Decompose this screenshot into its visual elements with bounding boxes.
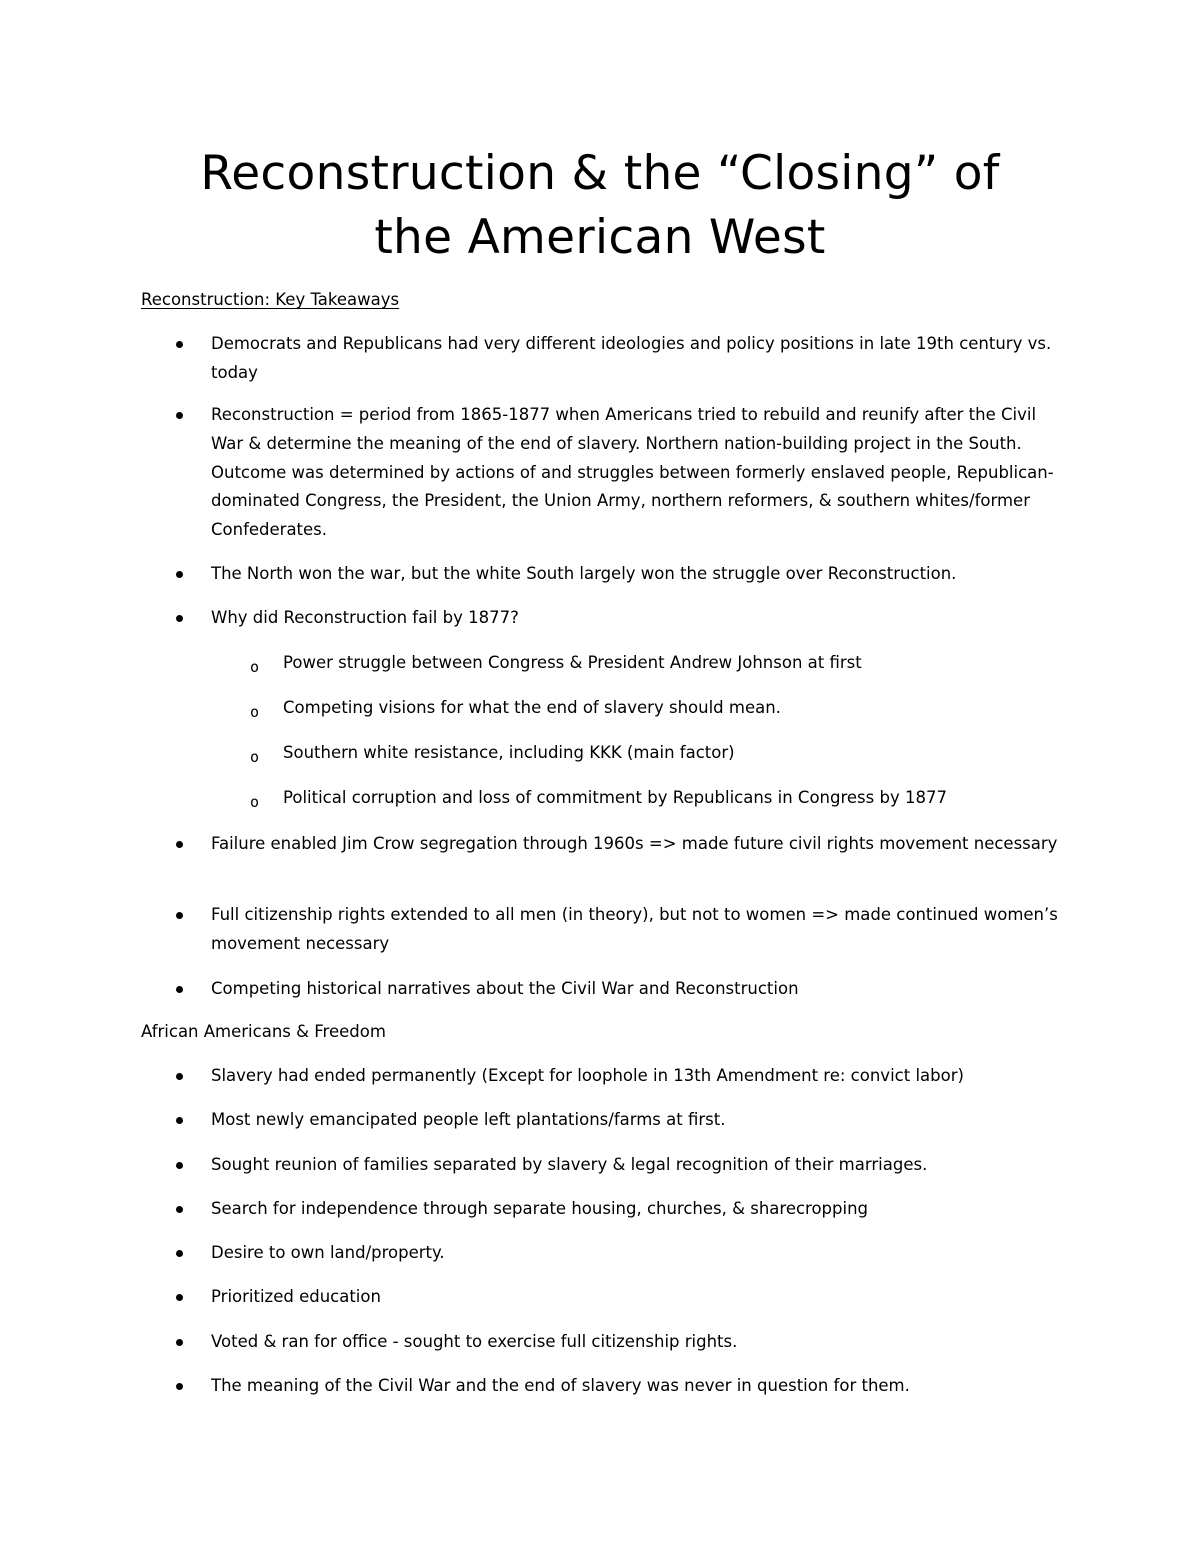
list-item-text: The North won the war, but the white South largely won the struggle over Reconstruction. — [211, 564, 957, 583]
circle-bullet-icon: o — [250, 658, 260, 676]
list-item-text: Failure enabled Jim Crow segregation through 1960s => made future civil rights movement necessary — [211, 834, 1058, 853]
list-item-text: Competing historical narratives about the Civil War and Reconstruction — [211, 979, 799, 998]
list-item — [211, 901, 1071, 959]
list-item-text: Sought reunion of families separated by slavery & legal recognition of their marriages. — [211, 1155, 928, 1174]
circle-bullet-icon: o — [250, 793, 260, 811]
bullet-icon — [176, 841, 183, 848]
circle-bullet-icon: o — [250, 703, 260, 721]
title-line-2: the American West — [374, 210, 826, 265]
bullet-icon — [176, 615, 183, 622]
list-item-text: Full citizenship rights extended to all men (in theory), but not to women => made continued women’s movement necessary — [211, 905, 1058, 953]
list-item-text: Desire to own land/property. — [211, 1243, 445, 1262]
bullet-icon — [176, 1206, 183, 1213]
list-item-text: The meaning of the Civil War and the end of slavery was never in question for them. — [211, 1376, 910, 1395]
list-item — [211, 1372, 1071, 1401]
list-item-text: Reconstruction = period from 1865-1877 when Americans tried to rebuild and reunify after the Civil War & determine the meaning of the end of slavery. Northern nation-building project in the South. Outcome was determined by actions of and struggles between formerly enslaved people, Republican-dominated Congress, the President, the Union Army, northern reformers, & southern whites/former Confederates. — [211, 405, 1054, 540]
list-item — [211, 1328, 1071, 1357]
title-line-1: Reconstruction & the “Closing” of — [200, 146, 1000, 201]
bullet-icon — [176, 1339, 183, 1346]
list-item — [211, 604, 1071, 633]
circle-bullet-icon: o — [250, 748, 260, 766]
sub-list-item — [250, 694, 1073, 723]
list-item — [211, 1151, 1071, 1180]
list-item-text: Prioritized education — [211, 1287, 381, 1306]
list-item-text: Democrats and Republicans had very different ideologies and policy positions in late 19th century vs. today — [211, 334, 1052, 382]
bullet-icon — [176, 1250, 183, 1257]
list-item — [211, 975, 1071, 1004]
sub-list-item-text: Power struggle between Congress & President Andrew Johnson at first — [283, 653, 862, 672]
bullet-icon — [176, 1162, 183, 1169]
bullet-icon — [176, 986, 183, 993]
list-item — [211, 560, 1071, 589]
list-item — [211, 1195, 1071, 1224]
bullet-icon — [176, 1294, 183, 1301]
list-item — [211, 830, 1071, 859]
sub-list-item-text: Southern white resistance, including KKK (main factor) — [283, 743, 735, 762]
list-item-text: Most newly emancipated people left plantations/farms at first. — [211, 1110, 726, 1129]
list-item — [211, 1062, 1071, 1091]
sub-list-item — [250, 784, 1073, 813]
list-item-text: Slavery had ended permanently (Except for loophole in 13th Amendment re: convict labor) — [211, 1066, 964, 1085]
list-item — [211, 1106, 1071, 1135]
sub-list-item-text: Political corruption and loss of commitment by Republicans in Congress by 1877 — [283, 788, 947, 807]
bullet-icon — [176, 341, 183, 348]
section-heading-african-americans: African Americans & Freedom — [141, 1022, 386, 1041]
bullet-icon — [176, 412, 183, 419]
list-item-text: Search for independence through separate housing, churches, & sharecropping — [211, 1199, 869, 1218]
list-item-text: Why did Reconstruction fail by 1877? — [211, 608, 519, 627]
bullet-icon — [176, 571, 183, 578]
bullet-icon — [176, 912, 183, 919]
list-item — [211, 401, 1071, 545]
bullet-icon — [176, 1383, 183, 1390]
sub-list-item-text: Competing visions for what the end of slavery should mean. — [283, 698, 781, 717]
sub-list-item — [250, 739, 1073, 768]
list-item-text: Voted & ran for office - sought to exercise full citizenship rights. — [211, 1332, 738, 1351]
bullet-icon — [176, 1073, 183, 1080]
list-item — [211, 330, 1071, 388]
document-title — [120, 142, 1080, 270]
sub-list-item — [250, 649, 1073, 678]
section-heading-reconstruction: Reconstruction: Key Takeaways — [141, 290, 400, 309]
bullet-icon — [176, 1117, 183, 1124]
list-item — [211, 1283, 1071, 1312]
list-item — [211, 1239, 1071, 1268]
